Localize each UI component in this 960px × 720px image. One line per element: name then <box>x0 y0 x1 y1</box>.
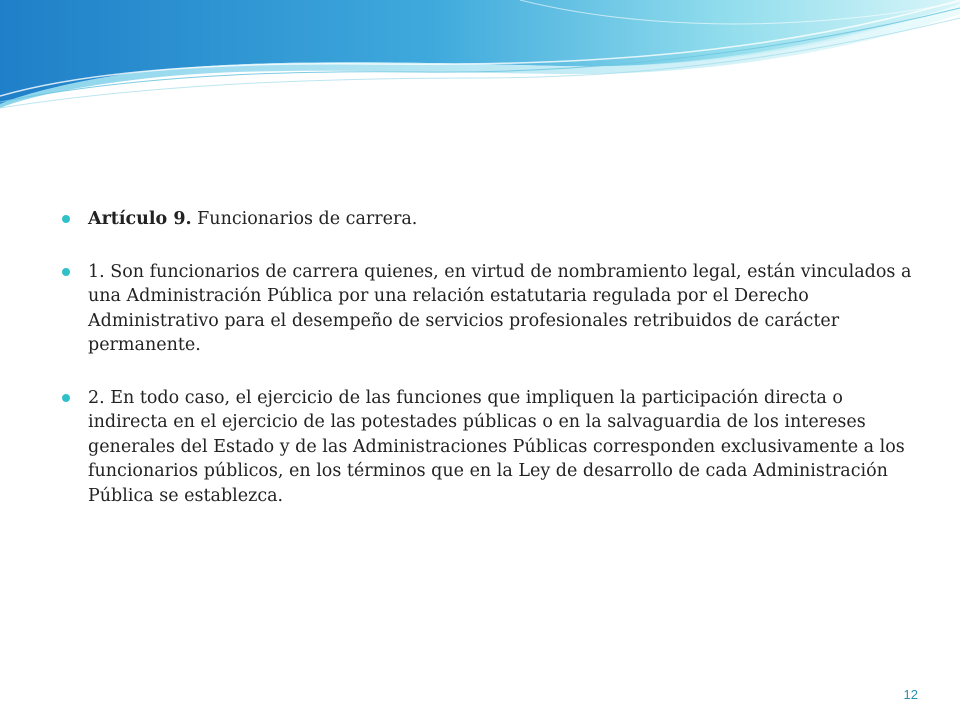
paragraph-text: 2. En todo caso, el ejercicio de las funciones que impliquen la participación directa o indirecta en el ejercicio de las potestades públicas o en la salvaguardia de los intereses generales del Estado y de las Administraciones Públicas corresponden exclusivamente a los funcionarios públicos, en los términos que en la Ley de desarrollo de cada Administración Pública se establezca. <box>88 387 905 506</box>
page-number: 12 <box>903 687 918 702</box>
bullet-item-articulo <box>62 207 912 232</box>
bullet-dot-icon <box>62 394 70 402</box>
bullet-dot-icon <box>62 268 70 276</box>
article-heading: Artículo 9. <box>88 209 192 229</box>
paragraph-text: 1. Son funcionarios de carrera quienes, en virtud de nombramiento legal, están vinculados a una Administración Pública por una relación estatutaria regulada por el Derecho Administrativo para el desempeño de servicios profesionales retribuidos de carácter permanente. <box>88 261 912 355</box>
bullet-item-paragraph-2 <box>62 386 912 509</box>
header-wave-decoration <box>0 0 960 120</box>
bullet-item-paragraph-1 <box>62 260 912 358</box>
article-title: Funcionarios de carrera. <box>191 209 418 229</box>
slide-content <box>62 207 912 536</box>
bullet-dot-icon <box>62 215 70 223</box>
